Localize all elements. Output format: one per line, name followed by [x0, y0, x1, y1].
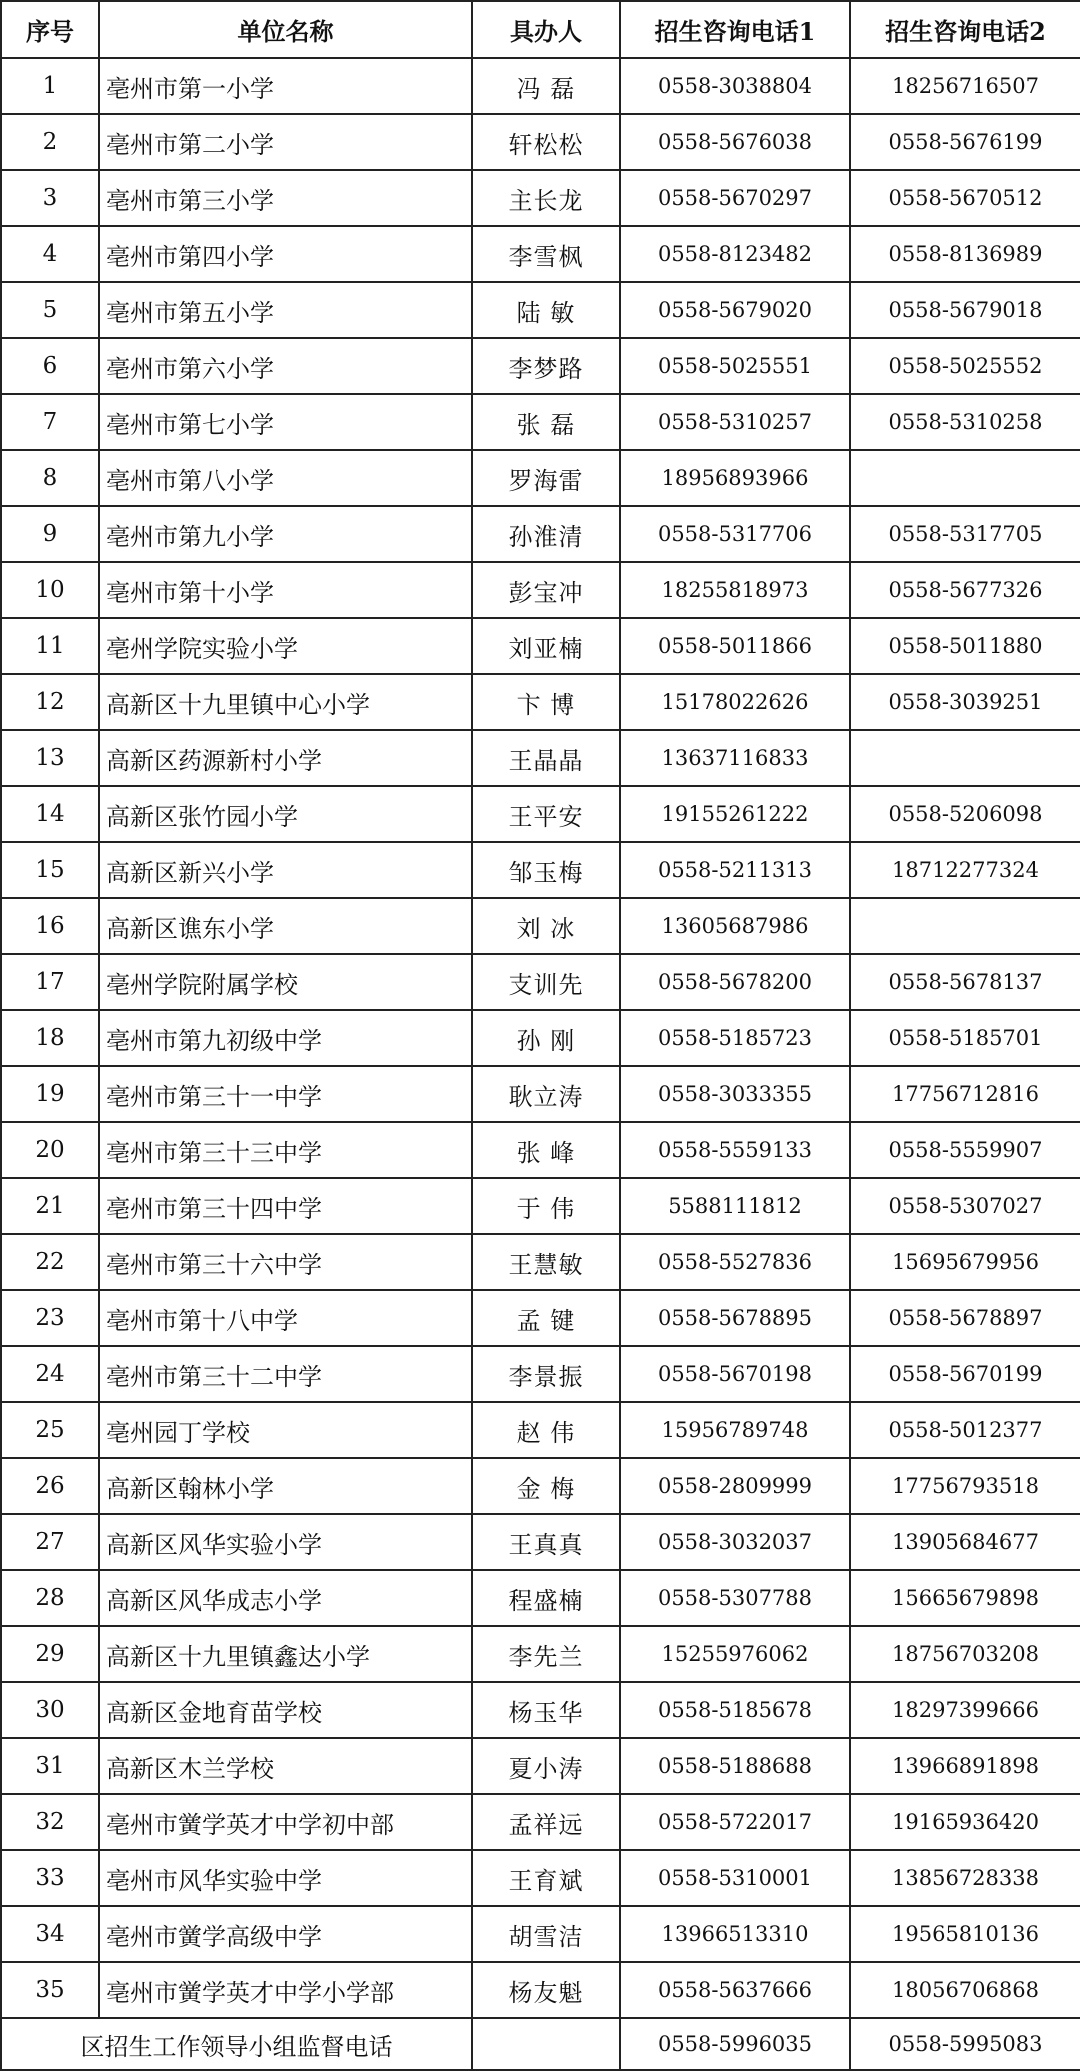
row-phone-2: 0558-5670512: [850, 170, 1080, 226]
row-index: 1: [1, 58, 99, 114]
row-unit-name: 亳州市第二小学: [99, 114, 472, 170]
row-unit-name: 亳州市第九初级中学: [99, 1010, 472, 1066]
row-phone-2: 0558-5678137: [850, 954, 1080, 1010]
row-person: 邹玉梅: [472, 842, 620, 898]
row-unit-name: 亳州市第十八中学: [99, 1290, 472, 1346]
row-phone-2: 0558-8136989: [850, 226, 1080, 282]
row-unit-name: 亳州市第三小学: [99, 170, 472, 226]
row-phone-1: 0558-5722017: [620, 1794, 850, 1850]
table-row: [1, 1402, 1080, 1458]
row-person: 刘 冰: [472, 898, 620, 954]
row-unit-name: 高新区风华实验小学: [99, 1514, 472, 1570]
table-row: [1, 1178, 1080, 1234]
row-phone-1: 0558-5676038: [620, 114, 850, 170]
row-unit-name: 亳州市黉学高级中学: [99, 1906, 472, 1962]
row-phone-1: 0558-8123482: [620, 226, 850, 282]
table-row: [1, 562, 1080, 618]
row-index: 14: [1, 786, 99, 842]
row-index: 27: [1, 1514, 99, 1570]
row-phone-2: 13856728338: [850, 1850, 1080, 1906]
row-phone-1: 0558-3032037: [620, 1514, 850, 1570]
table-row: [1, 1906, 1080, 1962]
row-person: 主长龙: [472, 170, 620, 226]
row-phone-1: 0558-3033355: [620, 1066, 850, 1122]
table-row: [1, 1738, 1080, 1794]
row-index: 26: [1, 1458, 99, 1514]
row-unit-name: 高新区谯东小学: [99, 898, 472, 954]
row-phone-1: 0558-2809999: [620, 1458, 850, 1514]
table-row: [1, 226, 1080, 282]
row-person: 赵 伟: [472, 1402, 620, 1458]
row-phone-1: 15178022626: [620, 674, 850, 730]
row-phone-2: 18756703208: [850, 1626, 1080, 1682]
row-person: 程盛楠: [472, 1570, 620, 1626]
table-row: [1, 1682, 1080, 1738]
supervision-label: 区招生工作领导小组监督电话: [1, 2018, 472, 2070]
table-row: [1, 58, 1080, 114]
row-index: 28: [1, 1570, 99, 1626]
row-person: 陆 敏: [472, 282, 620, 338]
row-unit-name: 高新区金地育苗学校: [99, 1682, 472, 1738]
table-body: [1, 58, 1080, 2018]
row-person: 刘亚楠: [472, 618, 620, 674]
row-index: 13: [1, 730, 99, 786]
row-phone-1: 0558-5185678: [620, 1682, 850, 1738]
row-unit-name: 亳州市第三十二中学: [99, 1346, 472, 1402]
row-person: 罗海雷: [472, 450, 620, 506]
row-phone-1: 15956789748: [620, 1402, 850, 1458]
supervision-phone-1: 0558-5996035: [620, 2018, 850, 2070]
table-row: [1, 1850, 1080, 1906]
row-person: 杨玉华: [472, 1682, 620, 1738]
row-unit-name: 亳州市第三十一中学: [99, 1066, 472, 1122]
row-person: 李雪枫: [472, 226, 620, 282]
table-row: [1, 1794, 1080, 1850]
row-phone-2: 18297399666: [850, 1682, 1080, 1738]
row-person: 于 伟: [472, 1178, 620, 1234]
row-unit-name: 亳州市黉学英才中学初中部: [99, 1794, 472, 1850]
row-index: 34: [1, 1906, 99, 1962]
row-phone-2: 18256716507: [850, 58, 1080, 114]
header-index: 序号: [1, 1, 99, 58]
row-unit-name: 高新区风华成志小学: [99, 1570, 472, 1626]
row-phone-1: 18956893966: [620, 450, 850, 506]
row-person: 轩松松: [472, 114, 620, 170]
row-unit-name: 亳州市第九小学: [99, 506, 472, 562]
row-index: 33: [1, 1850, 99, 1906]
row-index: 6: [1, 338, 99, 394]
row-phone-1: 0558-5637666: [620, 1962, 850, 2018]
row-person: 王平安: [472, 786, 620, 842]
row-phone-2: 0558-3039251: [850, 674, 1080, 730]
row-index: 8: [1, 450, 99, 506]
row-phone-2: 0558-5012377: [850, 1402, 1080, 1458]
row-unit-name: 亳州市第一小学: [99, 58, 472, 114]
row-unit-name: 亳州市第十小学: [99, 562, 472, 618]
row-index: 35: [1, 1962, 99, 2018]
row-phone-1: 18255818973: [620, 562, 850, 618]
table-row: [1, 282, 1080, 338]
row-index: 23: [1, 1290, 99, 1346]
row-phone-1: 0558-5678895: [620, 1290, 850, 1346]
row-person: 支训先: [472, 954, 620, 1010]
row-unit-name: 高新区张竹园小学: [99, 786, 472, 842]
row-index: 21: [1, 1178, 99, 1234]
row-phone-1: 0558-5310001: [620, 1850, 850, 1906]
header-row: [1, 1, 1080, 58]
row-phone-1: 13605687986: [620, 898, 850, 954]
row-index: 20: [1, 1122, 99, 1178]
row-phone-2: [850, 730, 1080, 786]
row-person: 冯 磊: [472, 58, 620, 114]
row-phone-1: 0558-5011866: [620, 618, 850, 674]
table-row: [1, 618, 1080, 674]
row-index: 9: [1, 506, 99, 562]
row-person: 孙淮清: [472, 506, 620, 562]
table-header: [1, 1, 1080, 58]
table-row: [1, 170, 1080, 226]
row-index: 4: [1, 226, 99, 282]
row-person: 王育斌: [472, 1850, 620, 1906]
row-person: 胡雪洁: [472, 1906, 620, 1962]
row-unit-name: 亳州学院实验小学: [99, 618, 472, 674]
table-row: [1, 842, 1080, 898]
table-row: [1, 954, 1080, 1010]
row-index: 10: [1, 562, 99, 618]
row-index: 25: [1, 1402, 99, 1458]
row-phone-2: 0558-5670199: [850, 1346, 1080, 1402]
row-person: 李景振: [472, 1346, 620, 1402]
row-index: 3: [1, 170, 99, 226]
row-phone-1: 0558-5307788: [620, 1570, 850, 1626]
row-phone-2: 0558-5676199: [850, 114, 1080, 170]
row-phone-2: 0558-5206098: [850, 786, 1080, 842]
row-person: 金 梅: [472, 1458, 620, 1514]
row-unit-name: 亳州市黉学英才中学小学部: [99, 1962, 472, 2018]
row-index: 17: [1, 954, 99, 1010]
row-unit-name: 亳州市第六小学: [99, 338, 472, 394]
row-phone-1: 19155261222: [620, 786, 850, 842]
row-phone-2: 0558-5678897: [850, 1290, 1080, 1346]
row-phone-1: 0558-3038804: [620, 58, 850, 114]
row-phone-2: 0558-5679018: [850, 282, 1080, 338]
table-row: [1, 786, 1080, 842]
row-phone-1: 0558-5188688: [620, 1738, 850, 1794]
table-row: [1, 338, 1080, 394]
row-phone-2: 19165936420: [850, 1794, 1080, 1850]
header-phone-1: 招生咨询电话1: [620, 1, 850, 58]
table-row: [1, 1066, 1080, 1122]
table-row: [1, 1458, 1080, 1514]
row-unit-name: 高新区木兰学校: [99, 1738, 472, 1794]
row-phone-1: 0558-5310257: [620, 394, 850, 450]
row-unit-name: 亳州园丁学校: [99, 1402, 472, 1458]
row-phone-2: 17756793518: [850, 1458, 1080, 1514]
row-phone-2: 13905684677: [850, 1514, 1080, 1570]
row-phone-1: 0558-5527836: [620, 1234, 850, 1290]
row-unit-name: 高新区药源新村小学: [99, 730, 472, 786]
row-unit-name: 亳州市第七小学: [99, 394, 472, 450]
table-row: [1, 1962, 1080, 2018]
row-index: 12: [1, 674, 99, 730]
table-row: [1, 450, 1080, 506]
row-unit-name: 亳州市风华实验中学: [99, 1850, 472, 1906]
row-person: 耿立涛: [472, 1066, 620, 1122]
row-unit-name: 亳州市第五小学: [99, 282, 472, 338]
row-phone-1: 0558-5211313: [620, 842, 850, 898]
row-unit-name: 亳州市第八小学: [99, 450, 472, 506]
row-person: 王晶晶: [472, 730, 620, 786]
table-row: [1, 730, 1080, 786]
row-phone-1: 0558-5559133: [620, 1122, 850, 1178]
row-person: 孟 键: [472, 1290, 620, 1346]
row-unit-name: 亳州市第四小学: [99, 226, 472, 282]
row-phone-2: 15695679956: [850, 1234, 1080, 1290]
row-phone-1: 0558-5025551: [620, 338, 850, 394]
row-phone-2: 0558-5185701: [850, 1010, 1080, 1066]
row-phone-2: 0558-5310258: [850, 394, 1080, 450]
row-person: 王真真: [472, 1514, 620, 1570]
row-index: 5: [1, 282, 99, 338]
row-phone-2: 18712277324: [850, 842, 1080, 898]
row-index: 32: [1, 1794, 99, 1850]
row-index: 2: [1, 114, 99, 170]
row-unit-name: 亳州学院附属学校: [99, 954, 472, 1010]
row-unit-name: 高新区十九里镇中心小学: [99, 674, 472, 730]
row-person: 彭宝冲: [472, 562, 620, 618]
row-phone-2: 0558-5559907: [850, 1122, 1080, 1178]
row-index: 18: [1, 1010, 99, 1066]
row-unit-name: 亳州市第三十六中学: [99, 1234, 472, 1290]
row-index: 22: [1, 1234, 99, 1290]
table-row: [1, 1570, 1080, 1626]
row-index: 15: [1, 842, 99, 898]
table-row: [1, 114, 1080, 170]
row-phone-1: 0558-5678200: [620, 954, 850, 1010]
row-person: 王慧敏: [472, 1234, 620, 1290]
row-unit-name: 亳州市第三十三中学: [99, 1122, 472, 1178]
row-index: 31: [1, 1738, 99, 1794]
supervision-person: [472, 2018, 620, 2070]
row-index: 24: [1, 1346, 99, 1402]
row-phone-2: 15665679898: [850, 1570, 1080, 1626]
table-row: [1, 1626, 1080, 1682]
table-row: [1, 898, 1080, 954]
row-unit-name: 高新区新兴小学: [99, 842, 472, 898]
row-phone-1: 0558-5185723: [620, 1010, 850, 1066]
row-phone-1: 0558-5317706: [620, 506, 850, 562]
row-phone-1: 0558-5670198: [620, 1346, 850, 1402]
table-row: [1, 394, 1080, 450]
row-index: 11: [1, 618, 99, 674]
row-phone-2: [850, 898, 1080, 954]
row-phone-2: 18056706868: [850, 1962, 1080, 2018]
row-phone-2: 17756712816: [850, 1066, 1080, 1122]
row-person: 孟祥远: [472, 1794, 620, 1850]
row-person: 夏小涛: [472, 1738, 620, 1794]
table-row: [1, 674, 1080, 730]
row-phone-2: [850, 450, 1080, 506]
table-row: [1, 1234, 1080, 1290]
row-unit-name: 亳州市第三十四中学: [99, 1178, 472, 1234]
row-phone-1: 13637116833: [620, 730, 850, 786]
row-index: 7: [1, 394, 99, 450]
header-phone-2: 招生咨询电话2: [850, 1, 1080, 58]
header-unit-name: 单位名称: [99, 1, 472, 58]
row-phone-2: 0558-5317705: [850, 506, 1080, 562]
row-person: 杨友魁: [472, 1962, 620, 2018]
row-index: 30: [1, 1682, 99, 1738]
supervision-phone-2: 0558-5995083: [850, 2018, 1080, 2070]
row-phone-2: 0558-5011880: [850, 618, 1080, 674]
row-phone-1: 13966513310: [620, 1906, 850, 1962]
row-phone-2: 19565810136: [850, 1906, 1080, 1962]
row-person: 张 峰: [472, 1122, 620, 1178]
row-person: 李梦路: [472, 338, 620, 394]
row-unit-name: 高新区十九里镇鑫达小学: [99, 1626, 472, 1682]
row-phone-2: 0558-5025552: [850, 338, 1080, 394]
row-phone-1: 5588111812: [620, 1178, 850, 1234]
table-row: [1, 1514, 1080, 1570]
row-phone-2: 0558-5307027: [850, 1178, 1080, 1234]
table-row: [1, 1122, 1080, 1178]
row-index: 16: [1, 898, 99, 954]
supervision-row: [1, 2018, 1080, 2070]
row-unit-name: 高新区翰林小学: [99, 1458, 472, 1514]
row-index: 19: [1, 1066, 99, 1122]
table-row: [1, 1346, 1080, 1402]
table-row: [1, 1290, 1080, 1346]
row-index: 29: [1, 1626, 99, 1682]
header-person: 具办人: [472, 1, 620, 58]
row-phone-2: 0558-5677326: [850, 562, 1080, 618]
row-person: 张 磊: [472, 394, 620, 450]
table-row: [1, 506, 1080, 562]
row-phone-1: 0558-5679020: [620, 282, 850, 338]
row-phone-2: 13966891898: [850, 1738, 1080, 1794]
table-row: [1, 1010, 1080, 1066]
row-person: 卞 博: [472, 674, 620, 730]
row-person: 孙 刚: [472, 1010, 620, 1066]
row-phone-1: 0558-5670297: [620, 170, 850, 226]
table-footer: [1, 2018, 1080, 2070]
row-phone-1: 15255976062: [620, 1626, 850, 1682]
row-person: 李先兰: [472, 1626, 620, 1682]
